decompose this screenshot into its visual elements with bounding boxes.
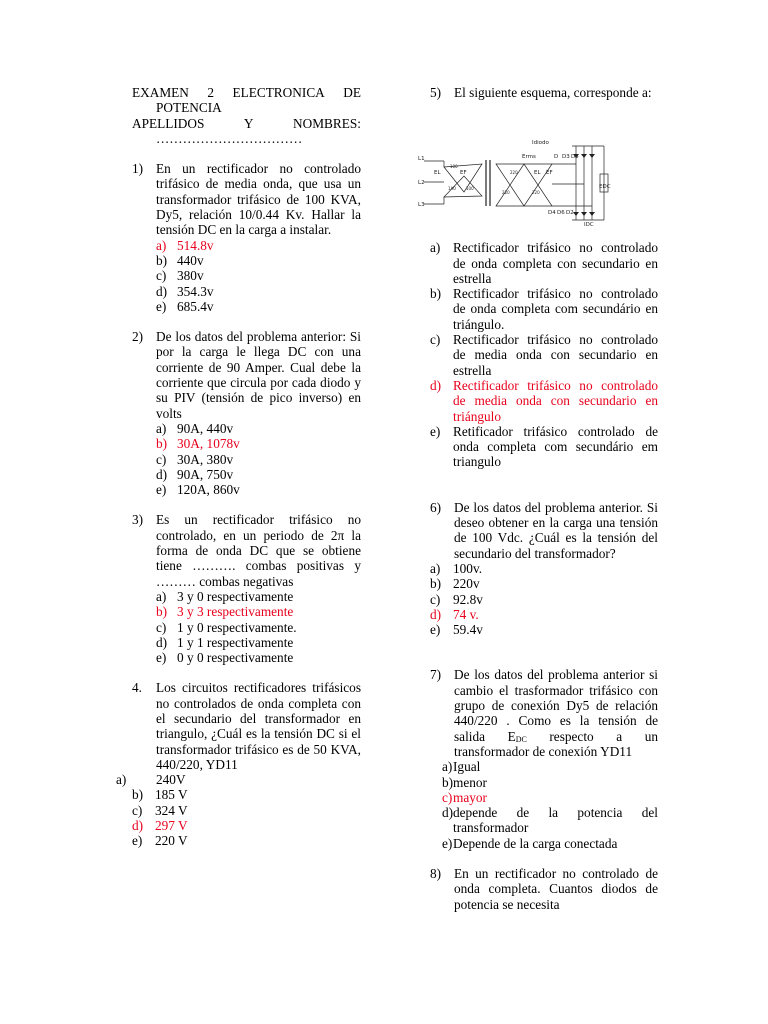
label-l1: L1 xyxy=(418,156,425,162)
question-5: 5) El siguiente esquema, corresponde a: xyxy=(430,85,652,100)
label-edc: EDC xyxy=(599,184,611,190)
question-2: 2) De los datos del problema anterior: Si por la carga le llega DC con una corriente de 90 Amper. Cual debe la corriente que circula por cada diodo y su PIV (tensión de pico inverso) en volts xyxy=(132,329,361,421)
option[interactable]: e) 120A, 860v xyxy=(156,482,240,498)
question-text: De los datos del problema anterior: Si por la carga le llega DC con una corriente de 90 Amper. Cual debe la corriente que circula por cada diodo y su PIV (tensión de pico inverso) en volts xyxy=(156,329,361,421)
option[interactable]: e) 220 V xyxy=(132,833,188,849)
option[interactable]: c) 324 V xyxy=(132,802,188,818)
student-names-label: APELLIDOS Y NOMBRES: xyxy=(132,115,361,131)
label-d3: D3 xyxy=(562,154,570,160)
option[interactable]: e) Depende de la carga conectada xyxy=(442,835,618,851)
svg-text:100: 100 xyxy=(466,186,474,191)
option[interactable]: d) depende de la potencia del transformador xyxy=(442,805,658,836)
option[interactable]: c) 92.8v xyxy=(430,591,483,607)
rectifier-circuit-diagram xyxy=(414,134,619,226)
question-text: Los circuitos rectificadores trifásicos no controlados de onda completa con el secundario del transformador en triangulo, ¿Cuál es la tensión DC si el transformador trifásico es de 50 KVA, 440/220, YD11 xyxy=(156,680,361,772)
option[interactable]: d) Rectificador trifásico no controlado de media onda con secundario en triángulo xyxy=(430,377,658,424)
option[interactable]: d) 1 y 1 respectivamente xyxy=(156,634,294,650)
option[interactable]: a) 240V xyxy=(116,772,186,788)
question-1: 1) En un rectificador no controlado trifásico de media onda, que usa un transformador trifásico de 100 KVA, Dy5, relación 10/0.44 Kv. Hallar la tensión DC en la carga a instalar. xyxy=(132,161,361,238)
option[interactable]: b) Rectificador trifásico no controlado de onda completa com secundário en triángulo. xyxy=(430,286,658,332)
question-text: En un rectificador no controlado de onda completa. Cuantos diodos de potencia se necesita xyxy=(454,865,658,912)
question-text: De los datos del problema anterior. Si deseo obtener en la carga una tensión de 100 Vdc. ¿Cuál es la tensión del secundario del transformador? xyxy=(454,499,658,561)
option[interactable]: a) 90A, 440v xyxy=(156,420,234,436)
label-l2: L2 xyxy=(418,180,425,186)
option[interactable]: e) Retificador trifásico controlado de onda completa com secundário em triangulo xyxy=(430,423,658,470)
label-d1: D xyxy=(554,154,559,160)
option[interactable]: a) 100v. xyxy=(430,560,483,576)
names-blank[interactable]: …………………………… xyxy=(156,130,303,146)
question-text: En un rectificador no controlado trifásico de media onda, que usa un transformador trifásico de 100 KVA, Dy5, relación 10/0.44 Kv. Hallar la tensión DC en la carga a instalar. xyxy=(156,161,361,238)
option[interactable]: c) Rectificador trifásico no controlado de media onda con secundario en estrella xyxy=(430,332,658,378)
option[interactable]: c) mayor xyxy=(442,789,487,805)
question-6: 6) De los datos del problema anterior. Si deseo obtener en la carga una tensión de 100 Vdc. ¿Cuál es la tensión del secundario del transformador? xyxy=(430,499,658,561)
label-d6: D6 xyxy=(557,210,565,216)
label-idc: IDC xyxy=(584,222,594,226)
label-d4: D4 xyxy=(548,210,556,216)
left-column xyxy=(116,85,361,849)
option[interactable]: e) 0 y 0 respectivamente xyxy=(156,650,294,666)
option[interactable]: b) 440v xyxy=(156,252,204,268)
option[interactable]: c) 380v xyxy=(156,268,204,284)
question-text: Es un rectificador trifásico no controlado, en un periodo de 2π la forma de onda DC que se obtiene tiene ………. combas positivas y ……… combas negativas xyxy=(156,512,361,589)
option[interactable]: b) 220v xyxy=(430,576,480,592)
label-d5: D5 xyxy=(571,154,579,160)
option[interactable]: d) 74 v. xyxy=(430,606,479,622)
option[interactable]: e) 59.4v xyxy=(430,622,483,638)
label-ef-secondary: EF xyxy=(546,170,553,176)
option[interactable]: d) 354.3v xyxy=(156,283,214,299)
option[interactable]: e) 685.4v xyxy=(156,298,214,314)
exam-title: EXAMEN 2 ELECTRONICA DE xyxy=(132,85,361,100)
svg-text:220: 220 xyxy=(510,170,518,175)
question-7: 7) De los datos del problema anterior si cambio el trasformador trifásico con grupo de conexión Dy5 de relación 440/220 . Como es la tensión de salida $E_{DC}$ respecto a un transformador de conexión YD11 xyxy=(430,667,658,759)
question-text: El siguiente esquema, corresponde a: xyxy=(454,85,652,100)
option[interactable]: a) 3 y 0 respectivamente xyxy=(156,588,294,604)
option[interactable]: b) 3 y 3 respectivamente xyxy=(156,604,294,620)
question-4: 4. Los circuitos rectificadores trifásicos no controlados de onda completa con el secundario del transformador en triangulo, ¿Cuál es la tensión DC si el transformador trifásico es de 50 KVA, 440/220, YD11 xyxy=(132,680,361,772)
option[interactable]: a) 514.8v xyxy=(156,237,214,253)
label-el-primary: EL xyxy=(434,170,441,176)
option[interactable]: b) menor xyxy=(442,774,487,790)
label-l3: L3 xyxy=(418,202,425,208)
svg-text:100: 100 xyxy=(450,164,458,169)
option[interactable]: d) 90A, 750v xyxy=(156,466,234,482)
secondary-winding xyxy=(496,164,552,206)
label-el-secondary: EL xyxy=(534,170,541,176)
label-idiodo: Idiodo xyxy=(532,140,549,146)
option[interactable]: a) Rectificador trifásico no controlado de onda completa con secundario en estrella xyxy=(430,240,658,286)
question-text: De los datos del problema anterior si cambio el trasformador trifásico con grupo de conexión Dy5 de relación 440/220 . Como es la tensión de salida $E_{DC}$ respecto a un transformador de conexión YD11 xyxy=(454,667,658,759)
label-erms: Erms xyxy=(522,154,536,160)
label-ef-primary: EF xyxy=(460,170,467,176)
svg-text:220: 220 xyxy=(532,190,540,195)
option[interactable]: a) Igual xyxy=(442,759,481,775)
question-3: 3) Es un rectificador trifásico no controlado, en un periodo de 2π la forma de onda DC que se obtiene tiene ………. combas positivas y ……… combas negativas xyxy=(132,512,361,589)
exam-title-cont: POTENCIA xyxy=(156,100,222,116)
option[interactable]: d) 297 V xyxy=(132,818,188,834)
option[interactable]: c) 1 y 0 respectivamente. xyxy=(156,619,297,635)
option[interactable]: b) 185 V xyxy=(132,787,188,803)
label-d2: D2 xyxy=(566,210,574,216)
question-8: 8) En un rectificador no controlado de onda completa. Cuantos diodos de potencia se necesita xyxy=(430,865,658,912)
svg-text:220: 220 xyxy=(502,190,510,195)
option[interactable]: b) 30A, 1078v xyxy=(156,436,240,452)
svg-text:1A0: 1A0 xyxy=(448,186,456,191)
option[interactable]: c) 30A, 380v xyxy=(156,451,234,467)
